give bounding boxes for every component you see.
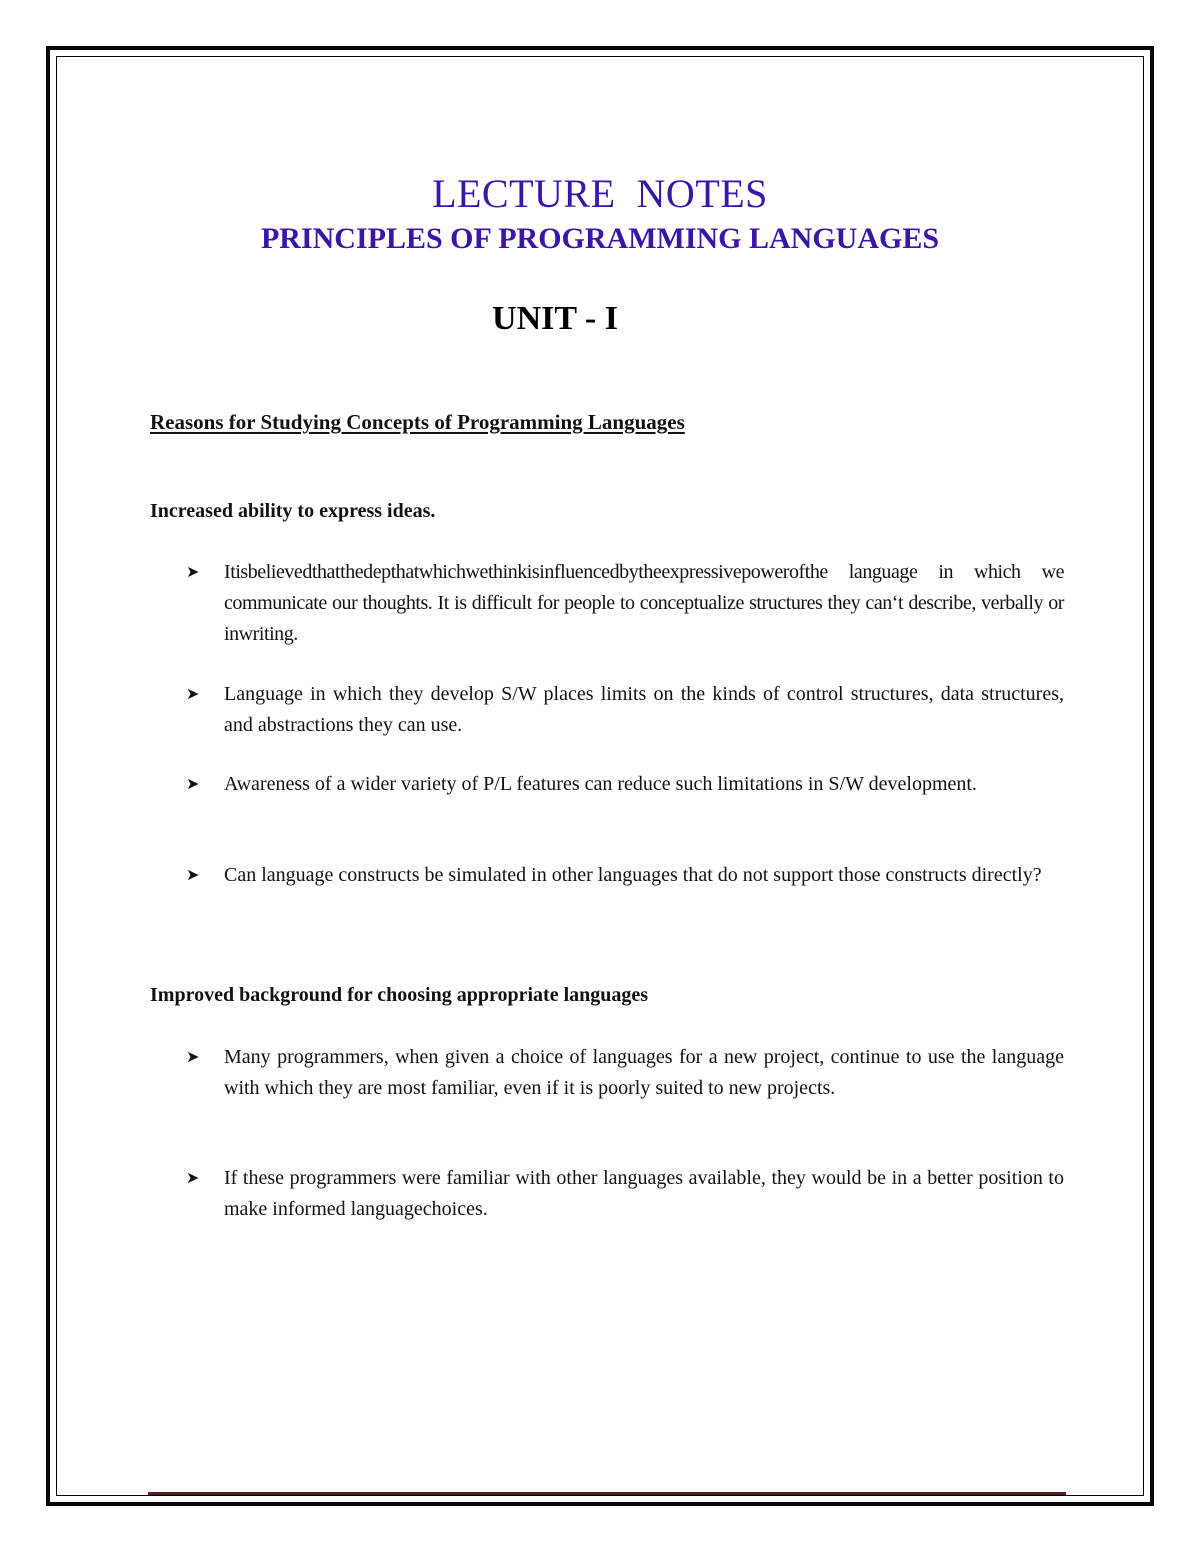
bullet-item [186,860,1064,891]
arrowhead-bullet-icon: ➤ [186,564,200,581]
bullet-item [186,1163,1064,1225]
arrowhead-bullet-icon: ➤ [186,867,200,884]
subheading-express-ideas: Increased ability to express ideas. [150,500,436,522]
bullet-item [186,557,1064,650]
bullet-text: If these programmers were familiar with other languages available, they would be in a better position to make informed languagechoices. [224,1167,1064,1220]
section-heading: Reasons for Studying Concepts of Programming Languages [150,410,685,434]
subheading-choosing-languages: Improved background for choosing appropriate languages [150,984,649,1006]
bullet-text: Many programmers, when given a choice of languages for a new project, continue to use the language with which they are most familiar, even if it is poorly suited to new projects. [224,1046,1064,1099]
bullet-text: Awareness of a wider variety of P/L features can reduce such limitations in S/W development. [224,773,977,795]
arrowhead-bullet-icon: ➤ [186,776,200,793]
bullet-text: Can language constructs be simulated in other languages that do not support those constructs directly? [224,864,1042,886]
bullet-item [186,769,1064,800]
arrowhead-bullet-icon: ➤ [186,686,200,703]
arrowhead-bullet-icon: ➤ [186,1170,200,1187]
course-title: PRINCIPLES OF PROGRAMMING LANGUAGES [260,222,940,255]
unit-title: UNIT - I [492,300,618,337]
bullet-item [186,679,1064,741]
bullet-item [186,1042,1064,1104]
arrowhead-bullet-icon: ➤ [186,1049,200,1066]
footer-rule [148,1492,1066,1495]
bullet-text: Itisbelievedthatthedepthatwhichwethinkisinfluencedbytheexpressivepowerofthe language in which we communicate our thoughts. It is difficult for people to conceptualize structures they can‘t describe, verbally or inwriting. [224,561,1064,645]
bullet-text: Language in which they develop S/W places limits on the kinds of control structures, data structures, and abstractions they can use. [224,683,1064,736]
document-title: LECTURE NOTES [432,171,768,216]
